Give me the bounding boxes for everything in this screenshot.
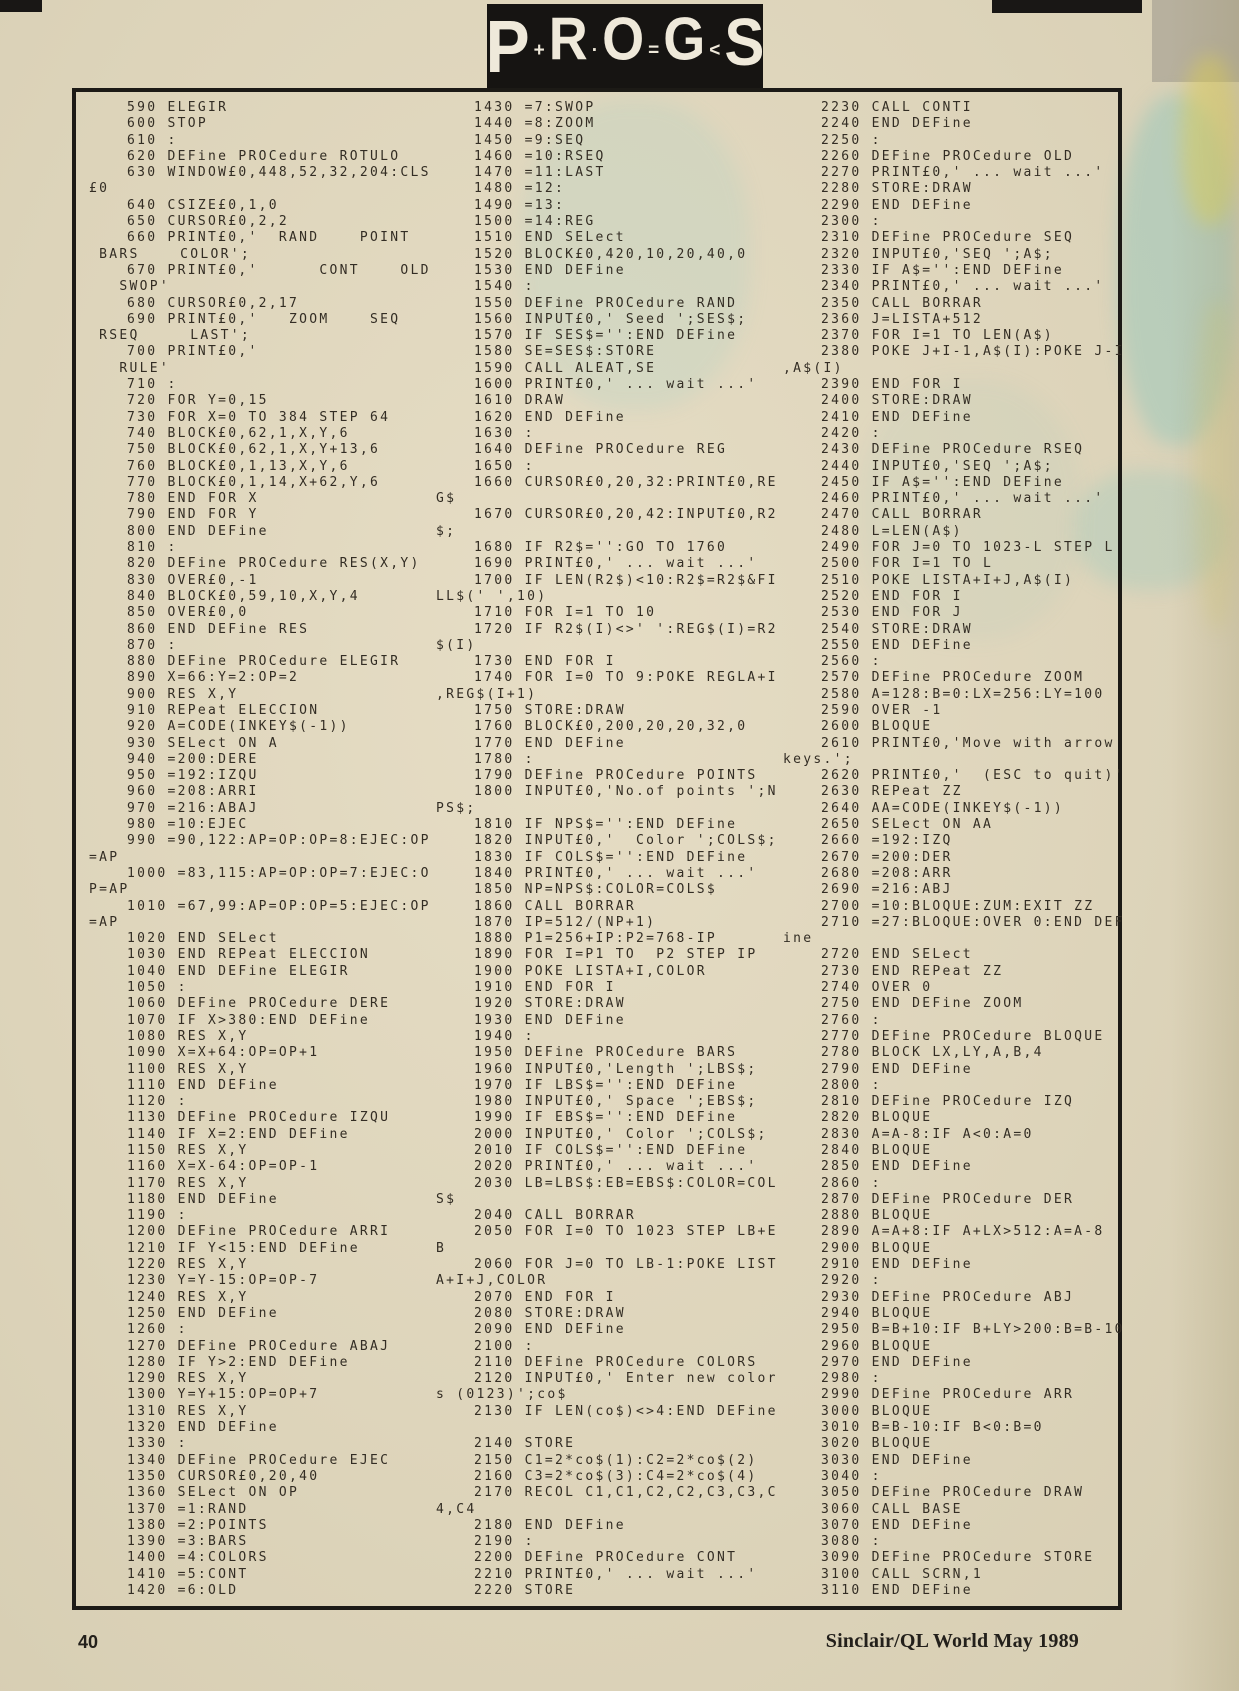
code-line: 830 OVER£0,-1 xyxy=(127,572,259,588)
code-line: 1550 DEFine PROCedure RAND xyxy=(474,295,738,311)
code-line: 2540 STORE:DRAW xyxy=(821,621,973,637)
code-line: 2350 CALL BORRAR xyxy=(821,295,984,311)
code-line: 2730 END REPeat ZZ xyxy=(821,963,1004,979)
code-line: RULE' xyxy=(89,360,171,376)
code-line: A+I+J,COLOR xyxy=(436,1273,548,1289)
code-line: 1110 END DEFine xyxy=(127,1077,279,1093)
code-line: 2260 DEFine PROCedure OLD xyxy=(821,148,1075,164)
code-line: 820 DEFine PROCedure RES(X,Y) xyxy=(127,556,421,572)
code-line: 3010 B=B-10:IF B<0:B=0 xyxy=(821,1420,1044,1436)
code-line: 1840 PRINT£0,' ... wait ...' xyxy=(474,865,758,881)
code-line: 600 STOP xyxy=(127,116,209,132)
code-line: 2400 STORE:DRAW xyxy=(821,393,973,409)
code-line: BARS COLOR'; xyxy=(89,246,252,262)
code-line: 1360 SELect ON OP xyxy=(127,1485,300,1501)
code-line: 1020 END SELect xyxy=(127,931,279,947)
code-line: $(I) xyxy=(436,637,477,653)
code-line: 710 : xyxy=(127,377,178,393)
code-line: 1940 : xyxy=(474,1028,535,1044)
code-line: 1850 NP=NPS$:COLOR=COLS$ xyxy=(474,882,718,898)
code-line: 1640 DEFine PROCedure REG xyxy=(474,442,728,458)
code-line: 4,C4 xyxy=(436,1501,477,1517)
code-line: 880 DEFine PROCedure ELEGIR xyxy=(127,654,401,670)
code-line: £0 xyxy=(89,181,110,197)
code-line: 1330 : xyxy=(127,1436,188,1452)
code-line: 2300 : xyxy=(821,214,882,230)
code-line: 2840 BLOQUE xyxy=(821,1143,933,1158)
code-line: 2490 FOR J=0 TO 1023-L STEP L xyxy=(821,540,1115,556)
logo-separator: = xyxy=(648,39,660,61)
code-line: 1430 =7:SWOP xyxy=(474,100,596,115)
code-line: 1130 DEFine PROCedure IZQU xyxy=(127,1110,391,1126)
code-line: 2510 POKE LISTA+I+J,A$(I) xyxy=(821,572,1075,588)
code-line: 2280 STORE:DRAW xyxy=(821,181,973,197)
code-line: 1410 =5:CONT xyxy=(127,1566,249,1582)
code-line: 700 PRINT£0,' xyxy=(127,344,259,360)
code-line: 940 =200:DERE xyxy=(127,751,259,767)
code-line: 890 X=66:Y=2:OP=2 xyxy=(127,670,300,686)
code-line: 2610 PRINT£0,'Move with arrow xyxy=(821,735,1115,751)
code-line: 760 BLOCK£0,1,13,X,Y,6 xyxy=(127,458,350,474)
code-line: 2080 STORE:DRAW xyxy=(474,1305,626,1321)
code-line: 2140 STORE xyxy=(474,1436,576,1452)
code-line: 1420 =6:OLD xyxy=(127,1583,239,1599)
progs-banner xyxy=(487,4,763,88)
code-line: 1100 RES X,Y xyxy=(127,1061,249,1077)
code-line: 2010 IF COLS$='':END DEFine xyxy=(474,1143,748,1158)
code-line: 2190 : xyxy=(474,1534,535,1550)
code-line: 810 : xyxy=(127,540,178,556)
code-line: 2000 INPUT£0,' Color ';COLS$; xyxy=(474,1126,768,1142)
code-line: 3070 END DEFine xyxy=(821,1517,973,1533)
code-line: 1750 STORE:DRAW xyxy=(474,702,626,718)
code-line: 2650 SELect ON AA xyxy=(821,817,994,833)
code-line: 680 CURSOR£0,2,17 xyxy=(127,295,300,311)
code-line: 2670 =200:DER xyxy=(821,849,953,865)
code-line: 610 : xyxy=(127,132,178,148)
code-line: 1660 CURSOR£0,20,32:PRINT£0,RE xyxy=(474,474,778,490)
code-line: 2920 : xyxy=(821,1273,882,1289)
code-line: 1590 CALL ALEAT,SE xyxy=(474,360,657,376)
code-line: 770 BLOCK£0,1,14,X+62,Y,6 xyxy=(127,474,381,490)
code-line: 1390 =3:BARS xyxy=(127,1534,249,1550)
code-line: 1790 DEFine PROCedure POINTS xyxy=(474,768,758,784)
code-line: 630 WINDOW£0,448,52,32,204:CLS xyxy=(127,165,431,181)
code-line: 2310 DEFine PROCedure SEQ xyxy=(821,230,1075,246)
code-line: 2880 BLOQUE xyxy=(821,1208,933,1224)
code-line: S$ xyxy=(436,1191,457,1207)
code-line: 2580 A=128:B=0:LX=256:LY=100 xyxy=(821,686,1105,702)
code-line: 2570 DEFine PROCedure ZOOM xyxy=(821,670,1085,686)
code-line: 1250 END DEFine xyxy=(127,1305,279,1321)
logo-letter: O xyxy=(602,5,645,73)
code-line: 1960 INPUT£0,'Length ';LBS$; xyxy=(474,1061,758,1077)
code-line: 790 END FOR Y xyxy=(127,507,259,523)
logo-letter: R xyxy=(548,5,588,73)
code-line: 1720 IF R2$(I)<>' ':REG$(I)=R2 xyxy=(474,621,778,637)
code-line: 1480 =12: xyxy=(474,181,566,197)
code-line: 2330 IF A$='':END DEFine xyxy=(821,262,1065,278)
code-line: 1090 X=X+64:OP=OP+1 xyxy=(127,1045,320,1061)
code-line: 620 DEFine PROCedure ROTULO xyxy=(127,148,401,164)
code-line: 1350 CURSOR£0,20,40 xyxy=(127,1468,320,1484)
code-line: 1730 END FOR I xyxy=(474,654,616,670)
code-line: 2560 : xyxy=(821,654,882,670)
code-line: 2550 END DEFine xyxy=(821,637,973,653)
code-line: 1440 =8:ZOOM xyxy=(474,116,596,132)
code-line: 1170 RES X,Y xyxy=(127,1175,249,1191)
code-line: 1190 : xyxy=(127,1208,188,1224)
code-line: 2640 AA=CODE(INKEY$(-1)) xyxy=(821,800,1065,816)
code-line: 2620 PRINT£0,' (ESC to quit)' xyxy=(821,768,1125,784)
code-line: 1370 =1:RAND xyxy=(127,1501,249,1517)
progs-logo xyxy=(483,4,768,88)
code-line: 3020 BLOQUE xyxy=(821,1436,933,1452)
code-line: 2990 DEFine PROCedure ARR xyxy=(821,1387,1075,1403)
code-line: 1580 SE=SES$:STORE xyxy=(474,344,657,360)
code-line: 2110 DEFine PROCedure COLORS xyxy=(474,1354,758,1370)
code-line: 1070 IF X>380:END DEFine xyxy=(127,1012,371,1028)
code-line: 1990 IF EBS$='':END DEFine xyxy=(474,1110,738,1126)
code-line: 1010 =67,99:AP=OP:OP=5:EJEC:OP xyxy=(127,898,431,914)
code-line: 2060 FOR J=0 TO LB-1:POKE LIST xyxy=(474,1257,778,1273)
code-line: 1180 END DEFine xyxy=(127,1191,279,1207)
code-line: 1650 : xyxy=(474,458,535,474)
code-line: 660 PRINT£0,' RAND POINT xyxy=(127,230,411,246)
code-line: 1240 RES X,Y xyxy=(127,1289,249,1305)
code-line: 1670 CURSOR£0,20,42:INPUT£0,R2 xyxy=(474,507,778,523)
listing-column-3 xyxy=(783,100,1130,1599)
code-line: 980 =10:EJEC xyxy=(127,817,249,833)
code-line: 2220 STORE xyxy=(474,1583,576,1599)
code-line: =AP xyxy=(89,914,120,930)
code-line: 2200 DEFine PROCedure CONT xyxy=(474,1550,738,1566)
logo-separator: < xyxy=(709,39,721,61)
code-line: 2030 LB=LBS$:EB=EBS$:COLOR=COL xyxy=(474,1175,778,1191)
code-line: 1830 IF COLS$='':END DEFine xyxy=(474,849,748,865)
logo-letter: G xyxy=(663,5,706,73)
code-line: 1490 =13: xyxy=(474,197,566,213)
page-edge-artifact-left xyxy=(0,0,42,12)
code-line: 1060 DEFine PROCedure DERE xyxy=(127,996,391,1012)
code-line: 2230 CALL CONTI xyxy=(821,100,973,115)
logo-separator: + xyxy=(533,39,545,61)
code-line: 1600 PRINT£0,' ... wait ...' xyxy=(474,377,758,393)
code-line: 3080 : xyxy=(821,1534,882,1550)
code-line: 1500 =14:REG xyxy=(474,214,596,230)
code-line: 1000 =83,115:AP=OP:OP=7:EJEC:O xyxy=(127,865,431,881)
code-line: 2690 =216:ABJ xyxy=(821,882,953,898)
code-line: 2850 END DEFine xyxy=(821,1159,973,1175)
code-line: 590 ELEGIR xyxy=(127,100,229,115)
code-line: 2720 END SELect xyxy=(821,947,973,963)
code-line: 2710 =27:BLOQUE:OVER 0:END DEF xyxy=(821,914,1125,930)
code-line: 2460 PRINT£0,' ... wait ...' xyxy=(821,491,1105,507)
code-line: 2440 INPUT£0,'SEQ ';A$; xyxy=(821,458,1054,474)
code-line: 2830 A=A-8:IF A<0:A=0 xyxy=(821,1126,1034,1142)
code-line: 3090 DEFine PROCedure STORE xyxy=(821,1550,1095,1566)
code-line: 2020 PRINT£0,' ... wait ...' xyxy=(474,1159,758,1175)
code-line: 3030 END DEFine xyxy=(821,1452,973,1468)
code-line: 2950 B=B+10:IF B+LY>200:B=B-10 xyxy=(821,1322,1125,1338)
code-line: 1700 IF LEN(R2$)<10:R2$=R2$&FI xyxy=(474,572,778,588)
code-line: 1560 INPUT£0,' Seed ';SES$; xyxy=(474,311,748,327)
code-line: 2740 OVER 0 xyxy=(821,980,933,996)
code-line: 1340 DEFine PROCedure EJEC xyxy=(127,1452,391,1468)
page-edge-shading xyxy=(1169,0,1239,1691)
code-line: 2250 : xyxy=(821,132,882,148)
code-line: 1030 END REPeat ELECCION xyxy=(127,947,371,963)
code-line: 2750 END DEFine ZOOM xyxy=(821,996,1024,1012)
code-line: 2320 INPUT£0,'SEQ ';A$; xyxy=(821,246,1054,262)
code-line: 2090 END DEFine xyxy=(474,1322,626,1338)
program-listing-box xyxy=(72,88,1125,1610)
code-line: 950 =192:IZQU xyxy=(127,768,259,784)
code-line: SWOP' xyxy=(89,279,171,295)
logo-letter: P xyxy=(485,4,530,88)
code-line: 2130 IF LEN(co$)<>4:END DEFine xyxy=(474,1403,778,1419)
code-line: 2600 BLOQUE xyxy=(821,719,933,735)
code-line: 1230 Y=Y-15:OP=OP-7 xyxy=(127,1273,320,1289)
code-line: 1200 DEFine PROCedure ARRI xyxy=(127,1224,391,1240)
magazine-footer: Sinclair/QL World May 1989 xyxy=(825,1630,1079,1652)
code-line: 1460 =10:RSEQ xyxy=(474,148,606,164)
code-line: 2470 CALL BORRAR xyxy=(821,507,984,523)
code-line: 1140 IF X=2:END DEFine xyxy=(127,1126,350,1142)
code-line: 1530 END DEFine xyxy=(474,262,626,278)
code-line: 2360 J=LISTA+512 xyxy=(821,311,984,327)
code-line: 3060 CALL BASE xyxy=(821,1501,963,1517)
code-line: 3050 DEFine PROCedure DRAW xyxy=(821,1485,1085,1501)
code-line: 1080 RES X,Y xyxy=(127,1028,249,1044)
code-line: 970 =216:ABAJ xyxy=(127,800,259,816)
code-line: 2210 PRINT£0,' ... wait ...' xyxy=(474,1566,758,1582)
code-line: 1950 DEFine PROCedure BARS xyxy=(474,1045,738,1061)
code-line: 2270 PRINT£0,' ... wait ...' xyxy=(821,165,1105,181)
code-line: keys.'; xyxy=(783,751,854,767)
code-line: 2120 INPUT£0,' Enter new color xyxy=(474,1371,778,1387)
code-line: 2160 C3=2*co$(3):C4=2*co$(4) xyxy=(474,1468,758,1484)
code-line: 1900 POKE LISTA+I,COLOR xyxy=(474,963,707,979)
code-line: 1120 : xyxy=(127,1094,188,1110)
code-line: 1400 =4:COLORS xyxy=(127,1550,269,1566)
code-line: 1380 =2:POINTS xyxy=(127,1517,269,1533)
code-line: 2340 PRINT£0,' ... wait ...' xyxy=(821,279,1105,295)
code-line: 2590 OVER -1 xyxy=(821,702,943,718)
code-line: 2240 END DEFine xyxy=(821,116,973,132)
code-line: 930 SELect ON A xyxy=(127,735,279,751)
code-line: 2760 : xyxy=(821,1012,882,1028)
code-line: 2870 DEFine PROCedure DER xyxy=(821,1191,1075,1207)
code-line: 1220 RES X,Y xyxy=(127,1257,249,1273)
code-line: 1510 END SELect xyxy=(474,230,626,246)
code-line: 850 OVER£0,0 xyxy=(127,605,249,621)
code-line: PS$; xyxy=(436,800,477,816)
code-line: 2630 REPeat ZZ xyxy=(821,784,963,800)
code-line: 1930 END DEFine xyxy=(474,1012,626,1028)
code-line: 2380 POKE J+I-1,A$(I):POKE J-I xyxy=(821,344,1125,360)
code-line: 2520 END FOR I xyxy=(821,588,963,604)
code-line: 2940 BLOQUE xyxy=(821,1305,933,1321)
code-line: 1740 FOR I=0 TO 9:POKE REGLA+I xyxy=(474,670,778,686)
code-line: 1870 IP=512/(NP+1) xyxy=(474,914,657,930)
code-line: $; xyxy=(436,523,457,539)
code-line: 2910 END DEFine xyxy=(821,1257,973,1273)
code-line: 2170 RECOL C1,C1,C2,C2,C3,C3,C xyxy=(474,1485,778,1501)
code-line: P=AP xyxy=(89,882,130,898)
code-line: 1820 INPUT£0,' Color ';COLS$; xyxy=(474,833,778,849)
code-line: 1800 INPUT£0,'No.of points ';N xyxy=(474,784,778,800)
code-line: 2700 =10:BLOQUE:ZUM:EXIT ZZ xyxy=(821,898,1095,914)
code-line: 1890 FOR I=P1 TO P2 STEP IP xyxy=(474,947,758,963)
logo-letter: S xyxy=(724,4,765,80)
code-line: 1520 BLOCK£0,420,10,20,40,0 xyxy=(474,246,748,262)
code-line: 1540 : xyxy=(474,279,535,295)
code-line: 2980 : xyxy=(821,1371,882,1387)
code-line: 2290 END DEFine xyxy=(821,197,973,213)
code-line: 1710 FOR I=1 TO 10 xyxy=(474,605,657,621)
code-line: 1810 IF NPS$='':END DEFine xyxy=(474,817,738,833)
code-line: 2930 DEFine PROCedure ABJ xyxy=(821,1289,1075,1305)
code-line: 870 : xyxy=(127,637,178,653)
code-line: ine xyxy=(783,931,814,947)
code-line: 2530 END FOR J xyxy=(821,605,963,621)
listing-column-2 xyxy=(436,100,783,1599)
code-line: ,REG$(I+1) xyxy=(436,686,538,702)
code-line: 2820 BLOQUE xyxy=(821,1110,933,1126)
code-line: 1620 END DEFine xyxy=(474,409,626,425)
code-line: 740 BLOCK£0,62,1,X,Y,6 xyxy=(127,425,350,441)
code-line: 690 PRINT£0,' ZOOM SEQ xyxy=(127,311,401,327)
code-line: B xyxy=(436,1240,447,1256)
code-line: 2970 END DEFine xyxy=(821,1354,973,1370)
code-line: RSEQ LAST'; xyxy=(89,328,252,344)
code-line: 1050 : xyxy=(127,980,188,996)
code-line: 720 FOR Y=0,15 xyxy=(127,393,269,409)
code-line: LL$(' ',10) xyxy=(436,588,548,604)
code-line: 3100 CALL SCRN,1 xyxy=(821,1566,984,1582)
code-line: 1760 BLOCK£0,200,20,20,32,0 xyxy=(474,719,748,735)
code-line: 1770 END DEFine xyxy=(474,735,626,751)
logo-separator: · xyxy=(591,39,599,61)
code-line: 2070 END FOR I xyxy=(474,1289,616,1305)
code-line: 3110 END DEFine xyxy=(821,1583,973,1599)
code-line: 780 END FOR X xyxy=(127,491,259,507)
code-line: 2810 DEFine PROCedure IZQ xyxy=(821,1094,1075,1110)
code-line: 860 END DEFine RES xyxy=(127,621,310,637)
code-line: 730 FOR X=0 TO 384 STEP 64 xyxy=(127,409,391,425)
code-line: 990 =90,122:AP=OP:OP=8:EJEC:OP xyxy=(127,833,431,849)
code-line: 2050 FOR I=0 TO 1023 STEP LB+E xyxy=(474,1224,778,1240)
code-line: 1270 DEFine PROCedure ABAJ xyxy=(127,1338,391,1354)
code-line: 2770 DEFine PROCedure BLOQUE xyxy=(821,1028,1105,1044)
code-line: 670 PRINT£0,' CONT OLD xyxy=(127,262,431,278)
code-line: 910 REPeat ELECCION xyxy=(127,702,320,718)
code-line: 1310 RES X,Y xyxy=(127,1403,249,1419)
code-line: =AP xyxy=(89,849,120,865)
code-line: 640 CSIZE£0,1,0 xyxy=(127,197,279,213)
code-line: 1610 DRAW xyxy=(474,393,566,409)
listing-column-1 xyxy=(89,100,436,1599)
code-line: 1320 END DEFine xyxy=(127,1420,279,1436)
code-line: 960 =208:ARRI xyxy=(127,784,259,800)
code-line: 1910 END FOR I xyxy=(474,980,616,996)
code-line: 2180 END DEFine xyxy=(474,1517,626,1533)
code-line: 920 A=CODE(INKEY$(-1)) xyxy=(127,719,350,735)
code-line: s (0123)';co$ xyxy=(436,1387,568,1403)
page-number: 40 xyxy=(78,1632,99,1652)
code-line: 1260 : xyxy=(127,1322,188,1338)
code-line xyxy=(436,1420,783,1436)
code-line: 1040 END DEFine ELEGIR xyxy=(127,963,350,979)
code-line: 3000 BLOQUE xyxy=(821,1403,933,1419)
code-line: 1980 INPUT£0,' Space ';EBS$; xyxy=(474,1094,758,1110)
code-line: 650 CURSOR£0,2,2 xyxy=(127,214,290,230)
code-line: ,A$(I) xyxy=(783,360,844,376)
code-line: 1570 IF SES$='':END DEFine xyxy=(474,328,738,344)
code-line: 2390 END FOR I xyxy=(821,377,963,393)
code-line: 2680 =208:ARR xyxy=(821,865,953,881)
code-line: 2500 FOR I=1 TO L xyxy=(821,556,994,572)
code-line: 1690 PRINT£0,' ... wait ...' xyxy=(474,556,758,572)
code-line: G$ xyxy=(436,491,457,507)
code-line: 1630 : xyxy=(474,425,535,441)
code-line: 1300 Y=Y+15:OP=OP+7 xyxy=(127,1387,320,1403)
code-line: 2100 : xyxy=(474,1338,535,1354)
code-line: 2410 END DEFine xyxy=(821,409,973,425)
code-line: 2420 : xyxy=(821,425,882,441)
code-line: 2960 BLOQUE xyxy=(821,1338,933,1354)
code-line: 840 BLOCK£0,59,10,X,Y,4 xyxy=(127,588,360,604)
code-line: 1280 IF Y>2:END DEFine xyxy=(127,1354,350,1370)
code-line: 900 RES X,Y xyxy=(127,686,239,702)
code-line: 2800 : xyxy=(821,1077,882,1093)
code-line: 2860 : xyxy=(821,1175,882,1191)
code-line: 1470 =11:LAST xyxy=(474,165,606,181)
code-line: 1210 IF Y<15:END DEFine xyxy=(127,1240,360,1256)
code-line: 1450 =9:SEQ xyxy=(474,132,586,148)
code-line: 1970 IF LBS$='':END DEFine xyxy=(474,1077,738,1093)
code-line: 1680 IF R2$='':GO TO 1760 xyxy=(474,540,728,556)
code-line: 2040 CALL BORRAR xyxy=(474,1208,637,1224)
code-line: 2900 BLOQUE xyxy=(821,1240,933,1256)
code-line: 2780 BLOCK LX,LY,A,B,4 xyxy=(821,1045,1044,1061)
code-line: 1290 RES X,Y xyxy=(127,1371,249,1387)
code-line: 800 END DEFine xyxy=(127,523,269,539)
code-line: 2450 IF A$='':END DEFine xyxy=(821,474,1065,490)
code-line: 2430 DEFine PROCedure RSEQ xyxy=(821,442,1085,458)
code-line: 1860 CALL BORRAR xyxy=(474,898,637,914)
page-edge-artifact-right xyxy=(992,0,1142,13)
code-line: 1150 RES X,Y xyxy=(127,1143,249,1158)
code-line: 750 BLOCK£0,62,1,X,Y+13,6 xyxy=(127,442,381,458)
code-line: 2370 FOR I=1 TO LEN(A$) xyxy=(821,328,1054,344)
code-line: 2150 C1=2*co$(1):C2=2*co$(2) xyxy=(474,1452,758,1468)
code-line: 2480 L=LEN(A$) xyxy=(821,523,963,539)
code-line: 1160 X=X-64:OP=OP-1 xyxy=(127,1159,320,1175)
code-line: 3040 : xyxy=(821,1468,882,1484)
code-line: 2790 END DEFine xyxy=(821,1061,973,1077)
code-line: 2890 A=A+8:IF A+LX>512:A=A-8 xyxy=(821,1224,1105,1240)
code-line: 1920 STORE:DRAW xyxy=(474,996,626,1012)
code-line: 1880 P1=256+IP:P2=768-IP xyxy=(474,931,718,947)
code-line: 1780 : xyxy=(474,751,535,767)
code-line: 2660 =192:IZQ xyxy=(821,833,953,849)
